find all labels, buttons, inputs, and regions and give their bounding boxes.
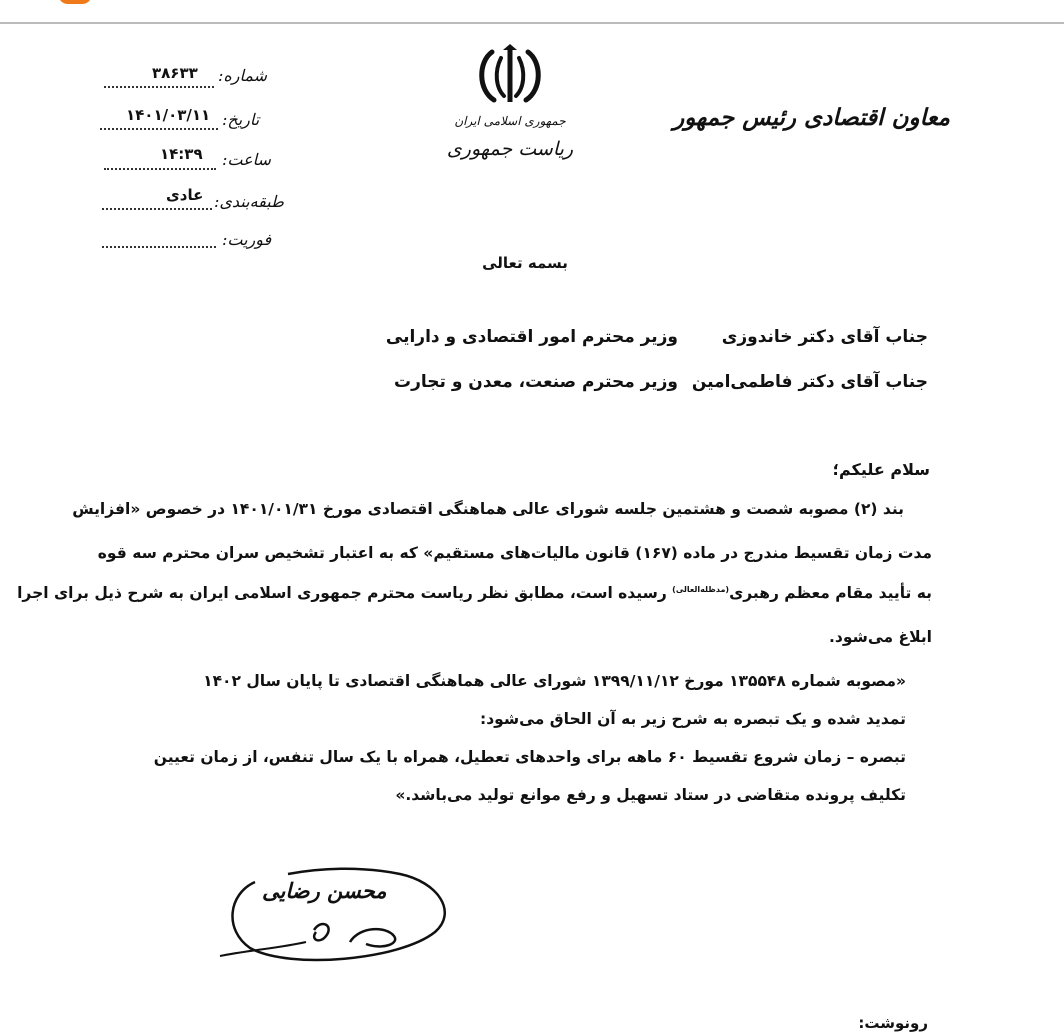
top-rule xyxy=(0,22,1064,24)
body-line-2: مدت زمان تقسیط مندرج در ماده (۱۶۷) قانون مالیات‌های مستقیم» که به اعتبار تشخیص سران محترم سه قوه xyxy=(97,544,932,562)
number-label: شماره: xyxy=(218,66,268,85)
office-title: معاون اقتصادی رئیس جمهور xyxy=(673,104,950,131)
date-dots xyxy=(100,128,218,130)
priority-label: فوریت: xyxy=(222,230,272,249)
date-label: تاریخ: xyxy=(222,110,260,129)
classification-label: طبقه‌بندی: xyxy=(214,192,284,211)
time-label: ساعت: xyxy=(222,150,271,169)
recipient-1-title: وزیر محترم امور اقتصادی و دارایی xyxy=(385,327,678,347)
emblem-icon xyxy=(470,44,550,108)
recipient-2-name: جناب آقای دکتر فاطمی‌امین xyxy=(691,372,928,392)
time-value: ۱۴:۳۹ xyxy=(160,145,203,163)
date-value: ۱۴۰۱/۰۳/۱۱ xyxy=(126,106,211,124)
honorific-superscript: (مدظله‌العالی) xyxy=(672,584,730,594)
priority-dots xyxy=(102,246,216,248)
quote-line-2: تمدید شده و یک تبصره به شرح زیر به آن الحاق می‌شود: xyxy=(480,710,906,728)
body-line-1: بند (۲) مصوبه شصت و هشتمین جلسه شورای عالی هماهنگی اقتصادی مورخ ۱۴۰۱/۰۱/۳۱ در خصوص «افزایش xyxy=(72,500,904,518)
signature-scribble xyxy=(210,860,460,970)
classification-value: عادی xyxy=(166,186,204,204)
signature-name: محسن رضایی xyxy=(262,878,387,903)
number-dots xyxy=(104,86,214,88)
body-line-4: ابلاغ می‌شود. xyxy=(829,628,932,646)
orange-corner-mark xyxy=(58,0,92,4)
time-dots xyxy=(104,168,216,170)
body-line-3-start: به تأیید مقام معظم رهبری xyxy=(729,584,932,602)
emblem-line-2: ریاست جمهوری xyxy=(446,138,574,160)
number-value: ۳۸۶۳۳ xyxy=(152,64,198,82)
emblem-line-1: جمهوری اسلامی ایران xyxy=(454,114,566,128)
bismillah: بسمه تعالی xyxy=(482,254,568,272)
quote-line-3: تبصره – زمان شروع تقسیط ۶۰ ماهه برای واحدهای تعطیل، همراه با یک سال تنفس، از زمان تعیین xyxy=(153,748,906,766)
recipient-1-name: جناب آقای دکتر خاندوزی xyxy=(721,327,928,347)
quote-line-4: تکلیف پرونده متقاضی در ستاد تسهیل و رفع موانع تولید می‌باشد.» xyxy=(395,786,906,804)
recipient-2-title: وزیر محترم صنعت، معدن و تجارت xyxy=(394,372,678,392)
cc-label: رونوشت: xyxy=(858,1014,928,1032)
quote-line-1: «مصوبه شماره ۱۳۵۵۴۸ مورخ ۱۳۹۹/۱۱/۱۲ شورای عالی هماهنگی اقتصادی تا پایان سال ۱۴۰۲ xyxy=(203,672,906,690)
classification-dots xyxy=(102,208,212,210)
body-line-3-end: رسیده است، مطابق نظر ریاست محترم جمهوری اسلامی ایران به شرح ذیل برای اجرا xyxy=(17,584,673,602)
body-line-3 xyxy=(17,584,932,602)
greeting: سلام علیکم؛ xyxy=(832,460,930,479)
